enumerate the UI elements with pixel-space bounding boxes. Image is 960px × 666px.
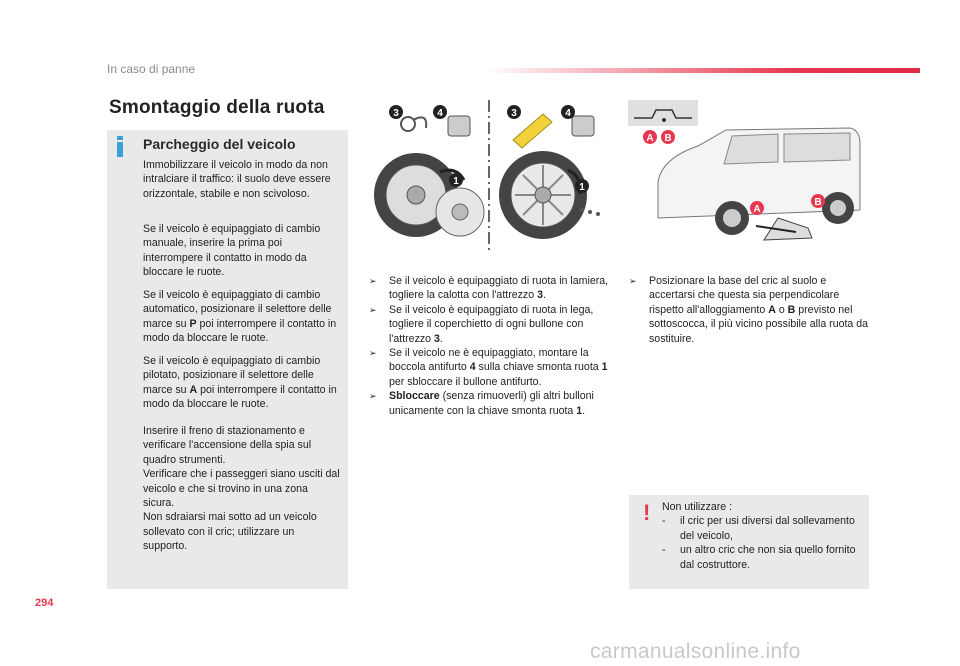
- label-3-right: 3: [511, 108, 517, 119]
- warning-item: - il cric per usi diversi dal sollevamento del veicolo,: [662, 515, 855, 542]
- instruction-item: ➢ Se il veicolo ne è equipaggiato, montare la boccola antifurto 4 sulla chiave smonta ruota 1 per sbloccare il bullone antifurto.: [369, 347, 608, 388]
- instruction-item: ➢ Se il veicolo è equipaggiato di ruota in lamiera, togliere la calotta con l'attrezzo 3.: [369, 275, 609, 302]
- info-paragraph-5: Inserire il freno di stazionamento e verificare l'accensione della spia sul quadro strumenti. Verificare che i passeggeri siano usciti dal veicolo e che si trovino in una zona sicura. Non sdraiarsi mai sotto ad un veicolo sollevato con il cric; utilizzare un supporto.: [143, 425, 340, 553]
- label-b-top: B: [664, 133, 672, 144]
- warning-item: - un altro cric che non sia quello fornito dal costruttore.: [662, 544, 856, 571]
- label-a-car: A: [753, 204, 761, 215]
- watermark: carmanualsonline.info: [590, 640, 801, 663]
- info-paragraph-1: Immobilizzare il veicolo in modo da non intralciare il traffico: il suolo deve essere orizzontale, stabile e non scivoloso.: [143, 159, 331, 200]
- info-paragraph-4: Se il veicolo è equipaggiato di cambio pilotato, posizionare il selettore delle marce su A poi interrompere il contatto in modo da bloccare le ruote.: [143, 355, 337, 411]
- warning-text: [662, 500, 862, 572]
- info-paragraph-3: Se il veicolo è equipaggiato di cambio automatico, posizionare il selettore delle marce su P poi interrompere il contatto in modo da bloccare le ruote.: [143, 289, 337, 345]
- info-heading: Parcheggio del veicolo: [143, 136, 296, 152]
- label-1-right: 1: [579, 182, 585, 193]
- header-accent-bar: [485, 68, 920, 73]
- label-a-top: A: [646, 133, 654, 144]
- wheel-tools-illustration: [368, 100, 610, 252]
- label-4-left: 4: [437, 108, 443, 119]
- page-number: 294: [35, 597, 54, 609]
- exclamation-icon: !: [643, 500, 651, 525]
- page-title: Smontaggio della ruota: [109, 97, 325, 118]
- label-b-car: B: [814, 197, 822, 208]
- jack-instructions: [629, 274, 869, 346]
- label-4-right: 4: [565, 108, 571, 119]
- info-paragraph-2: Se il veicolo è equipaggiato di cambio manuale, inserire la prima poi interrompere il contatto in modo da bloccare le ruote.: [143, 223, 321, 279]
- warning-intro: Non utilizzare :: [662, 501, 733, 513]
- van-jack-illustration: [628, 100, 870, 252]
- instruction-item: ➢ Sbloccare (senza rimuoverli) gli altri bulloni unicamente con la chiave smonta ruota 1.: [369, 390, 594, 417]
- wheel-instructions: [369, 274, 609, 418]
- instruction-item: ➢ Se il veicolo è equipaggiato di ruota in lega, togliere il coperchietto di ogni bullone con l'attrezzo 3.: [369, 303, 594, 345]
- info-icon: [111, 136, 129, 156]
- instruction-item: ➢ Posizionare la base del cric al suolo e accertarsi che questa sia perpendicolare rispetto all'alloggiamento A o B previsto nel sottoscocca, il più vicino possibile alla ruota da sostituire.: [629, 275, 869, 345]
- label-3-left: 3: [393, 108, 399, 119]
- section-title: In caso di panne: [107, 62, 196, 76]
- label-1-left: 1: [453, 176, 459, 187]
